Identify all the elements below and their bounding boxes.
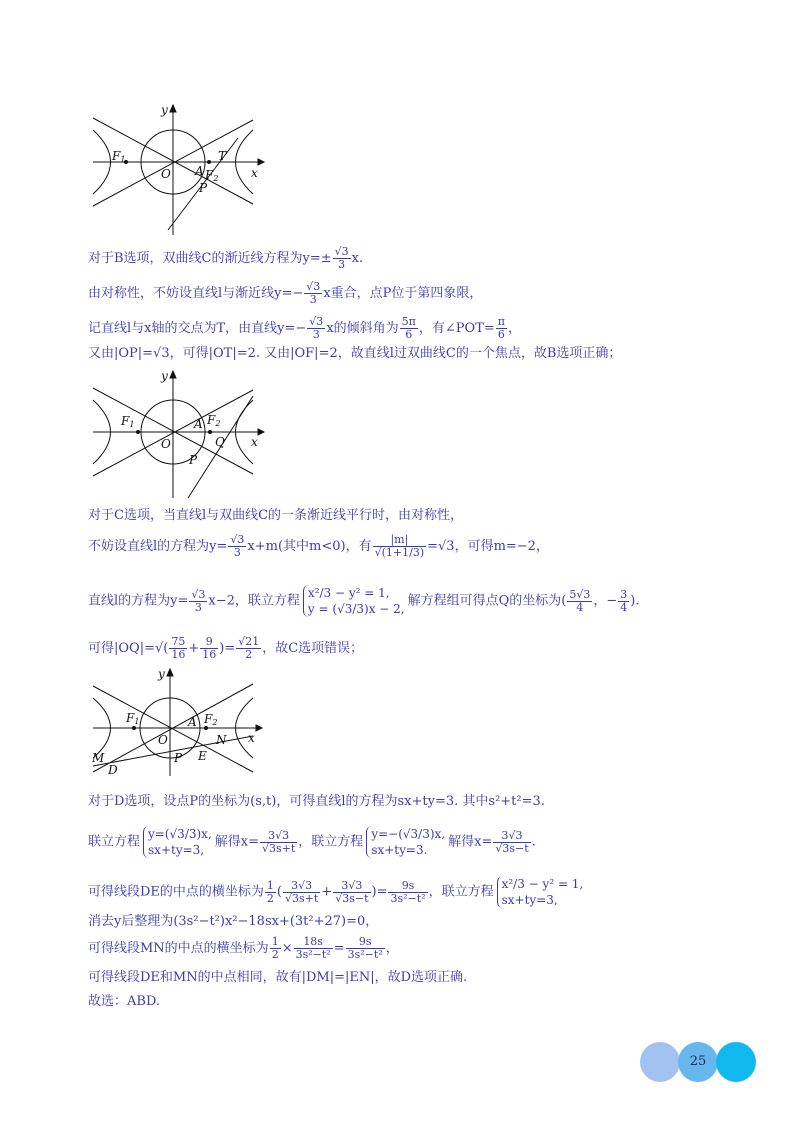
line-c2: 不妨设直线l的方程为y= $\frac{√3}{3}$ x+m(其中m<0)，有 $\frac{|m|}{√(1+1/3)}$ =√3，可得m=−2， [88, 533, 549, 559]
line-b3: 记直线l与x轴的交点为T，由直线y=− $\frac{√3}{3}$ x的倾斜角为 $\frac{5\pi}{6}$ ，有∠POT= $\frac{\pi}{6}$ ， [88, 315, 522, 341]
fig3-n-label: N [216, 733, 227, 747]
fig2-a-label: A [194, 417, 203, 431]
line-d1: 对于D选项，设点P的坐标为(s,t)，可得直线l的方程为sx+ty=3. 其中s²+t²=3. [88, 794, 545, 809]
line-d4: 消去y后整理为(3s²−t²)x²−18sx+(3t²+27)=0， [88, 914, 379, 929]
line-c4: 可得|OQ|=√( $\frac{75}{16}$ + $\frac{9}{16}$ )= $\frac{√21}{2}$ ，故C选项错误； [88, 635, 364, 661]
line-c3: 直线l的方程为y= $\frac{√3}{3}$ x−2，联立方程 x²/3 − y² = 1, y = (√3/3)x − 2, 解方程组可得点Q的坐标为( $\frac{5√3}{4}$ ，− $\frac{3}{4}$ ). [88, 586, 640, 616]
fig1-t-label: T [218, 149, 227, 163]
fig3-m-label: M [92, 751, 105, 765]
fig1-f1-label: F1 [112, 149, 126, 164]
fig3-e-label: E [198, 749, 207, 763]
fig2-p-label: P [189, 453, 198, 467]
fig3-p-label: P [174, 751, 183, 765]
fig2-f2-label: F2 [207, 413, 221, 428]
answer-line: 故选：ABD. [88, 994, 161, 1009]
badge-circle-right [716, 1042, 756, 1082]
fig2-q-label: Q [215, 435, 225, 449]
line-d3: 可得线段DE的中点的横坐标为 $\frac{1}{2}$ ( $\frac{3√3}{√3s+t}$ + $\frac{3√3}{√3s-t}$ )= $\frac{9s}{\text{3s²−t²}}$ ，联立方程 x²/3 − y² = 1, sx+ty=3, [88, 877, 584, 907]
line-d5: 可得线段MN的中点的横坐标为 $\frac{1}{2}$ × $\frac{18s}{\text{3s²−t²}}$ = $\frac{9s}{\text{3s²−t²}}$ ， [88, 935, 399, 961]
fig3-f1-label: F1 [126, 711, 140, 726]
fig2-x-label: x [251, 435, 258, 449]
fig1-y-label: y [161, 103, 168, 117]
line-d2: 联立方程 y=(√3/3)x, sx+ty=3, 解得x= $\frac{3√3}{√3s+t}$ ，联立方程 y=−(√3/3)x, sx+ty=3. 解得x= $\frac{3√3}{√3s-t}$ . [88, 827, 536, 857]
fig3-x-label: x [248, 731, 255, 745]
badge-circle-left [640, 1042, 680, 1082]
fig1-f2-label: F2 [205, 168, 219, 183]
fig1-a-label: A [195, 164, 204, 178]
page-number: 25 [689, 1054, 707, 1069]
line-c1: 对于C选项，当直线l与双曲线C的一条渐近线平行时，由对称性， [88, 508, 464, 523]
figure-2 [88, 366, 278, 501]
figure-3 [88, 664, 278, 782]
fig3-o-label: O [158, 733, 168, 747]
line-b4: 又由|OP|=√3，可得|OT|=2. 又由|OF|=2，故直线l过双曲线C的一个焦点，故B选项正确； [88, 346, 622, 361]
line-b1: 对于B选项，双曲线C的渐近线方程为y=± $\frac{√3}{3}$ x. [88, 245, 364, 271]
figure-1 [88, 100, 278, 240]
fig2-y-label: y [161, 369, 168, 383]
fig2-f1-label: F1 [121, 414, 135, 429]
fig3-d-label: D [108, 763, 118, 777]
fig3-a-label: A [188, 715, 197, 729]
fig3-y-label: y [158, 667, 165, 681]
fig3-f2-label: F2 [204, 712, 218, 727]
fig2-o-label: O [161, 437, 171, 451]
fig1-o-label: O [161, 167, 171, 181]
page-number-badge [640, 1042, 756, 1082]
fig1-p-label: P [199, 181, 208, 195]
line-b2: 由对称性，不妨设直线l与渐近线y=− $\frac{√3}{3}$ x重合，点P位于第四象限， [88, 280, 483, 306]
fig1-x-label: x [251, 166, 258, 180]
line-d6: 可得线段DE和MN的中点相同，故有|DM|=|EN|，故D选项正确. [88, 970, 468, 985]
